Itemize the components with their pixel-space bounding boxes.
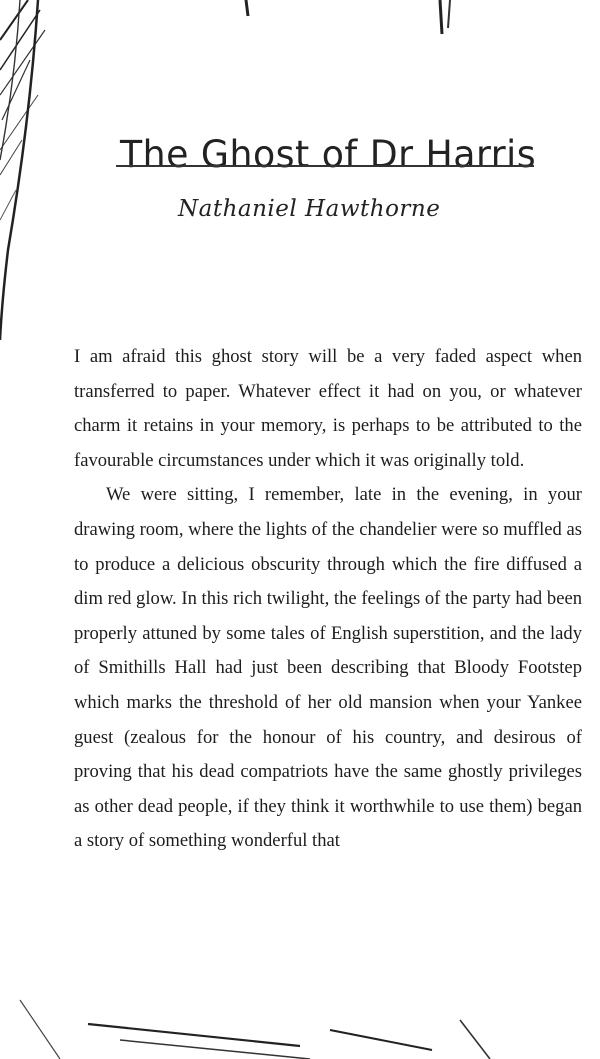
paragraph-1: I am afraid this ghost story will be a very faded aspect when transferred to paper. Whatever effect it had on you, or whatever charm it retains in your memory, is perhaps to be attributed to the favourable circumstances under which it was originally told. [74, 346, 582, 471]
story-author: Nathaniel Hawthorne [178, 196, 441, 222]
paragraph-2: We were sitting, I remember, late in the evening, in your drawing room, where the lights of the chandelier were so muffled as to produce a delicious obscurity through which the fire diffused a dim red glow. In this rich twilight, the feelings of the party had been properly attuned by some tales of English superstition, and the lady of Smithills Hall had just been describing that Bloody Footstep which marks the threshold of her old mansion when your Yankee guest (zealous for the honour of his country, and desirous of proving that his dead compatriots have the same ghostly privileges as other dead people, if they think it worthwhile to use them) began a story of something wonderful that [74, 484, 582, 852]
story-title: The Ghost of Dr Harris [120, 132, 537, 176]
title-underline [116, 165, 534, 167]
story-body [74, 340, 582, 859]
